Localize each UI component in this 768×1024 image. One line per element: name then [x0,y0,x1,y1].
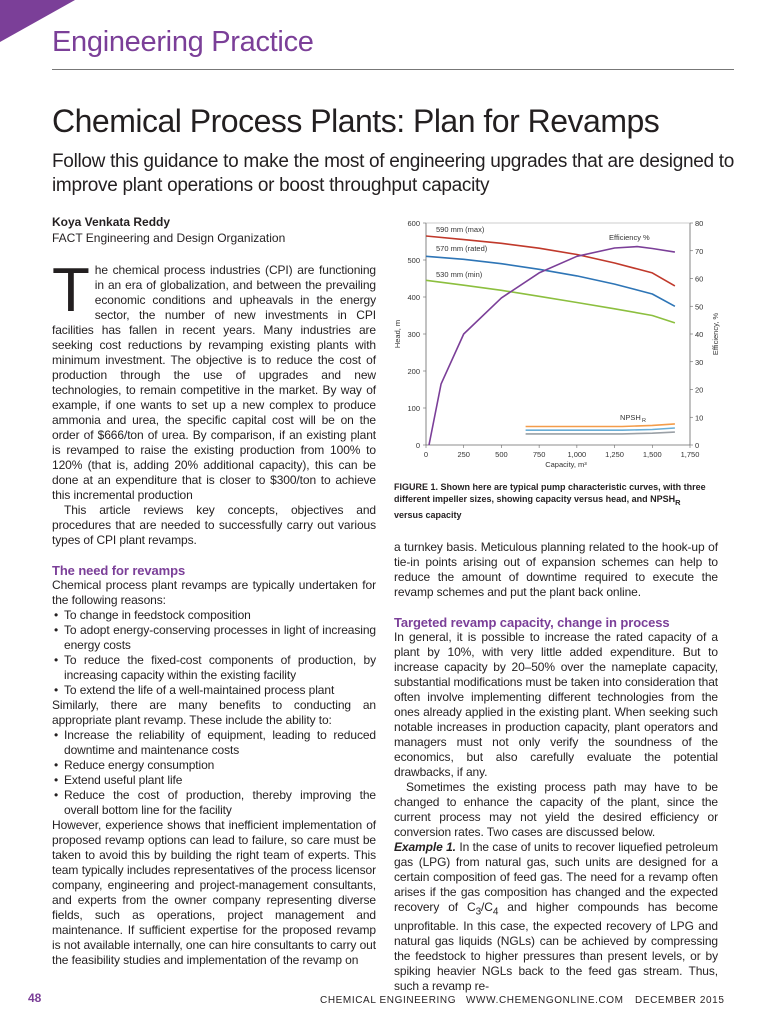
label-min: 530 mm (min) [436,270,483,279]
y2-tick-label: 80 [695,219,704,228]
benefits-intro: Similarly, there are many benefits to conducting an appropriate plant revamp. These include the ability to: [52,698,376,727]
example-paragraph [394,840,718,994]
figure-label: FIGURE 1. [394,482,439,492]
review-paragraph: This article reviews key concepts, objectives and procedures that are needed to successfully carry out various types of CPI plant revamps. [52,503,376,547]
figure-caption [394,481,712,521]
y2-tick-label: 0 [695,441,700,450]
x-tick-label: 750 [532,450,546,459]
y-tick-label: 0 [415,441,420,450]
column-right [394,540,718,994]
y2-axis-label: Efficiency, % [711,312,720,356]
example-sub: 4 [492,906,499,918]
x-tick-label: 0 [423,450,429,459]
x-tick-label: 250 [457,450,470,459]
turnkey-paragraph: a turnkey basis. Meticulous planning related to the hook-up of tie-in points arising out of expansion schemes can help to reduce the amount of downtime required to execute the revamp schemes and put the plant back online. [394,540,718,599]
label-efficiency: Efficiency % [609,233,650,242]
y-tick-label: 600 [407,219,420,228]
y2-tick-label: 50 [695,302,704,312]
y-tick-label: 200 [407,367,420,376]
footer-magazine: CHEMICAL ENGINEERING [320,995,457,1006]
y2-tick-label: 70 [695,246,704,256]
series-line-4 [526,424,675,427]
reason-item: • To extend the life of a well-maintained process plant [64,683,376,698]
reasons-list [52,608,376,698]
author-name: Koya Venkata Reddy [52,215,171,229]
section-heading: Engineering Practice [52,26,314,58]
example-label: Example 1. [394,840,456,854]
footer-date: DECEMBER 2015 [635,995,725,1006]
example-text: and higher compounds has become unprofitable. In this case, the expected recovery of LPG and natural gas liquids (NGLs) can be achieved by compressing the feedstock to higher pressures than present levels, or by spiking heavier NGLs back to the feed gas stream. Thus, such a revamp re- [394,900,718,994]
caption-subscript: R [675,497,681,507]
y-tick-label: 500 [407,256,420,265]
y-tick-label: 300 [407,330,420,339]
page-number: 48 [28,991,42,1005]
benefit-item: • Reduce the cost of production, thereby improving the overall bottom line for the facility [64,788,376,818]
example-sub: 3 [475,906,482,918]
label-npsh: NPSH [620,413,641,422]
x-tick-label: 1,000 [567,450,587,459]
heading-need-for-revamps: The need for revamps [52,563,186,578]
reason-item: • To reduce the fixed-cost components of production, by increasing capacity within the existing facility [64,653,376,683]
y2-tick-label: 40 [695,330,704,339]
author-org: FACT Engineering and Design Organization [52,231,286,245]
caption-text: Shown here are typical pump characteristic curves, with three different impeller sizes, showing capacity versus head, and NPSH [394,482,706,504]
chart-axes [407,219,703,459]
drop-cap: T [52,256,90,325]
benefit-item: • Extend useful plant life [64,773,376,788]
label-max: 590 mm (max) [436,225,485,234]
y2-tick-label: 10 [695,413,704,423]
y-tick-label: 100 [407,404,420,413]
experience-paragraph: However, experience shows that inefficient implementation of proposed revamp options can lead to failure, so care must be taken to avoid this by building the right team of experts. This team typically includes representatives of the process licensor company, engineering and project-management consultants, and experts from the owner company representing diverse fields, such as operations, project management and maintenance. If sufficient expertise for the proposed revamp is not available internally, one can hire consultants to carry out the feasibility studies and implementation of the revamp on [52,818,376,967]
footer-url: WWW.CHEMENGONLINE.COM [466,995,624,1006]
example-text: In the case of units to recover liquefied petroleum gas (LPG) from natural gas, such units are designed for a certain composition of feed gas. The need for a revamp often arises if the gas composition has changed and the expected recovery of C [394,840,718,914]
x-axis-label: Capacity, m³ [545,460,587,469]
x-tick-label: 1,250 [605,450,624,459]
need-intro: Chemical process plant revamps are typically undertaken for the following reasons: [52,578,376,607]
label-npsh-subscript: R [642,418,646,424]
heading-targeted-revamp: Targeted revamp capacity, change in process [394,615,670,630]
intro-text: he chemical process industries (CPI) are functioning in an era of globalization, and between the prevailing economic conditions and upheavals in the energy sector, the number of new investments in CPI facilities has fallen in recent years. Many industries are seeking cost reductions by revamping existing plants with minimum investment. The objective is to reduce the cost of production through the use of upgrades and new technologies, to remain competitive in the market. By way of example, if one wants to set up a new complex to produce ammonia and urea, the specific capital cost will be on the order of $666/ton of urea. By comparison, if an existing plant is revamped to raise the existing production from 100% to 120% (that is, adding 20% additional capacity), this can be done at an expenditure that is closer to $300/ton to achieve this incremental production [52,263,376,502]
y-axis-label: Head, m [393,319,402,349]
y2-tick-label: 30 [695,357,704,367]
intro-paragraph [52,256,376,503]
series-line-2 [426,280,675,323]
capacity-paragraph: In general, it is possible to increase the rated capacity of a plant by 10%, with very little added expenditure. But to increase capacity by 20–50% over the nameplate capacity, substantial modifications must be taken into consideration that often involve implementing different technologies from the ones already applied in the existing plant. When seeking such notable increases in production capacity, plant operators and managers must not only verify the soundness of the economics, but also carefully evaluate the potential drawbacks, if any. [394,630,718,779]
article-deck: Follow this guidance to make the most of engineering upgrades that are designed to improve plant operations or boost throughput capacity [52,151,735,196]
series-line-6 [526,432,675,434]
y2-tick-label: 20 [695,385,704,395]
article-title: Chemical Process Plants: Plan for Revamps [52,103,660,139]
label-rated: 570 mm (rated) [436,244,488,253]
header-rule [52,69,734,70]
y-tick-label: 400 [407,293,420,302]
process-path-paragraph: Sometimes the existing process path may have to be changed to enhance the capacity of the plant, since the current process may not yield the desired efficiency or conversion rates. Two cases are discussed below. [394,780,718,839]
column-left [52,256,376,968]
benefits-list [52,728,376,818]
x-tick-label: 1,750 [680,450,700,459]
x-tick-label: 500 [495,450,508,459]
y2-tick-label: 60 [695,274,704,284]
example-text: /C [481,900,493,914]
reason-item: • To adopt energy-conserving processes in light of increasing energy costs [64,623,376,653]
x-tick-label: 1,500 [642,450,662,459]
pump-curve-chart [394,215,724,475]
series-line-5 [526,428,675,430]
benefit-item: • Increase the reliability of equipment, leading to reduced downtime and maintenance costs [64,728,376,758]
caption-text-end: versus capacity [394,509,462,520]
reason-item: • To change in feedstock composition [64,608,376,623]
benefit-item: • Reduce energy consumption [64,758,376,773]
